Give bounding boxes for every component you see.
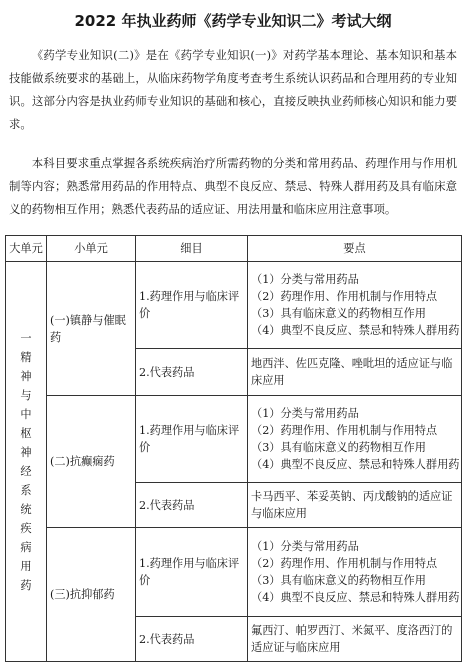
point-line: （1）分类与常用药品: [251, 407, 359, 420]
point-line: （2）药理作用、作用机制与作用特点: [251, 290, 438, 303]
unit-cell: [6, 262, 47, 662]
points-cell: 卡马西平、苯妥英钠、丙戊酸钠的适应证与临床应用: [248, 483, 462, 528]
table-header-row: [6, 236, 462, 262]
item-cell: 2.代表药品: [136, 483, 248, 528]
item-cell: 1.药理作用与临床评价: [136, 396, 248, 483]
header-subunit: 小单元: [47, 236, 136, 262]
header-points: 要点: [248, 236, 462, 262]
point-line: （2）药理作用、作用机制与作用特点: [251, 557, 438, 570]
point-line: （4）典型不良反应、禁忌和特殊人群用药: [251, 458, 460, 471]
point-line: （4）典型不良反应、禁忌和特殊人群用药: [251, 591, 460, 604]
point-line: （3）具有临床意义的药物相互作用: [251, 574, 426, 587]
point-line: （2）药理作用、作用机制与作用特点: [251, 424, 438, 437]
points-cell: [248, 528, 462, 617]
subunit-cell: (二)抗癫痫药: [47, 396, 136, 528]
page-title: 2022 年执业药师《药学专业知识二》考试大纲: [74, 12, 392, 30]
header-unit: 大单元: [6, 236, 47, 262]
syllabus-table: [5, 235, 462, 662]
subunit-cell: (三)抗抑郁药: [47, 528, 136, 662]
points-cell: 氟西汀、帕罗西汀、米氮平、度洛西汀的适应证与临床应用: [248, 617, 462, 662]
point-line: （3）具有临床意义的药物相互作用: [251, 441, 426, 454]
points-cell: [248, 396, 462, 483]
item-cell: 2.代表药品: [136, 349, 248, 396]
point-line: （1）分类与常用药品: [251, 273, 359, 286]
requirements-paragraph: 本科目要求重点掌握各系统疾病治疗所需药物的分类和常用药品、药理作用与作用机制等内容；熟悉常用药品的作用特点、典型不良反应、禁忌、特殊人群用药及具有临床意义的药物相互作用；熟悉代表药品的适应证、用法用量和临床应用注意事项。: [9, 156, 457, 216]
item-cell: 1.药理作用与临床评价: [136, 528, 248, 617]
point-line: （1）分类与常用药品: [251, 540, 359, 553]
item-cell: 2.代表药品: [136, 617, 248, 662]
unit-name: 一精神与中枢神经系统疾病用药: [20, 331, 32, 592]
header-item: 细目: [136, 236, 248, 262]
point-line: （3）具有临床意义的药物相互作用: [251, 307, 426, 320]
item-cell: 1.药理作用与临床评价: [136, 262, 248, 349]
table-row: [6, 396, 462, 483]
point-line: （4）典型不良反应、禁忌和特殊人群用药: [251, 324, 460, 337]
intro-paragraph: 《药学专业知识(二)》是在《药学专业知识(一)》对药学基本理论、基本知识和基本技能做系统要求的基础上，从临床药物学角度考查考生系统认识药品和合理用药的专业知识。这部分内容是执业药师专业知识的基础和核心，直接反映执业药师核心知识和能力要求。: [9, 48, 457, 131]
points-cell: 地西泮、佐匹克隆、唑吡坦的适应证与临床应用: [248, 349, 462, 396]
subunit-cell: (一)镇静与催眠药: [47, 262, 136, 396]
table-row: [6, 262, 462, 349]
table-row: [6, 528, 462, 617]
points-cell: [248, 262, 462, 349]
